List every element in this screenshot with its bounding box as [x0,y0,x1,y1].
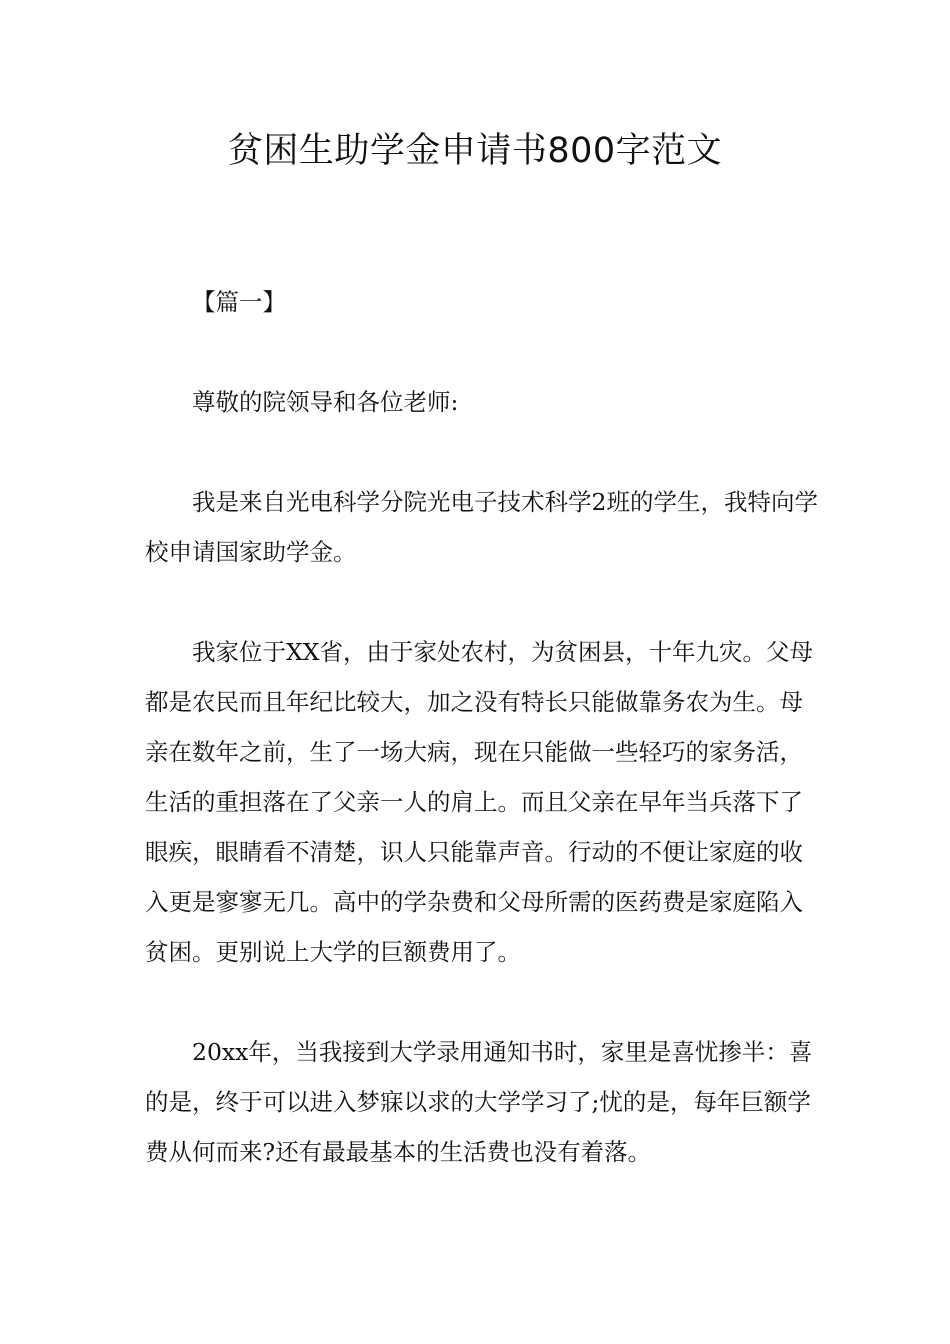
paragraph-gap [145,977,825,1027]
paragraph-2: 我家位于XX省，由于家处农村，为贫困县，十年九灾。父母都是农民而且年纪比较大，加之没有特长只能做靠务农为生。母亲在数年之前，生了一场大病，现在只能做一些轻巧的家务活，生活的重担落在了父亲一人的肩上。而且父亲在早年当兵落下了眼疾，眼睛看不清楚，识人只能靠声音。行动的不便让家庭的收入更是寥寥无几。高中的学杂费和父母所需的医药费是家庭陷入贫困。更别说上大学的巨额费用了。 [145,638,813,966]
document-title: 贫困生助学金申请书800字范文 [227,131,723,171]
salutation: 尊敬的院领导和各位老师: [192,388,459,416]
paragraph-gap [145,427,825,477]
paragraph-3: 20xx年，当我接到大学录用通知书时，家里是喜忧掺半：喜的是，终于可以进入梦寐以求的大学学习了;忧的是，每年巨额学费从何而来?还有最最基本的生活费也没有着落。 [145,1038,813,1166]
paragraph-gap [145,577,825,627]
paragraph-1: 我是来自光电科学分院光电子技术科学2班的学生，我特向学校申请国家助学金。 [145,488,818,566]
section-heading: 【篇一】 [192,288,286,316]
document-body [145,277,825,1177]
